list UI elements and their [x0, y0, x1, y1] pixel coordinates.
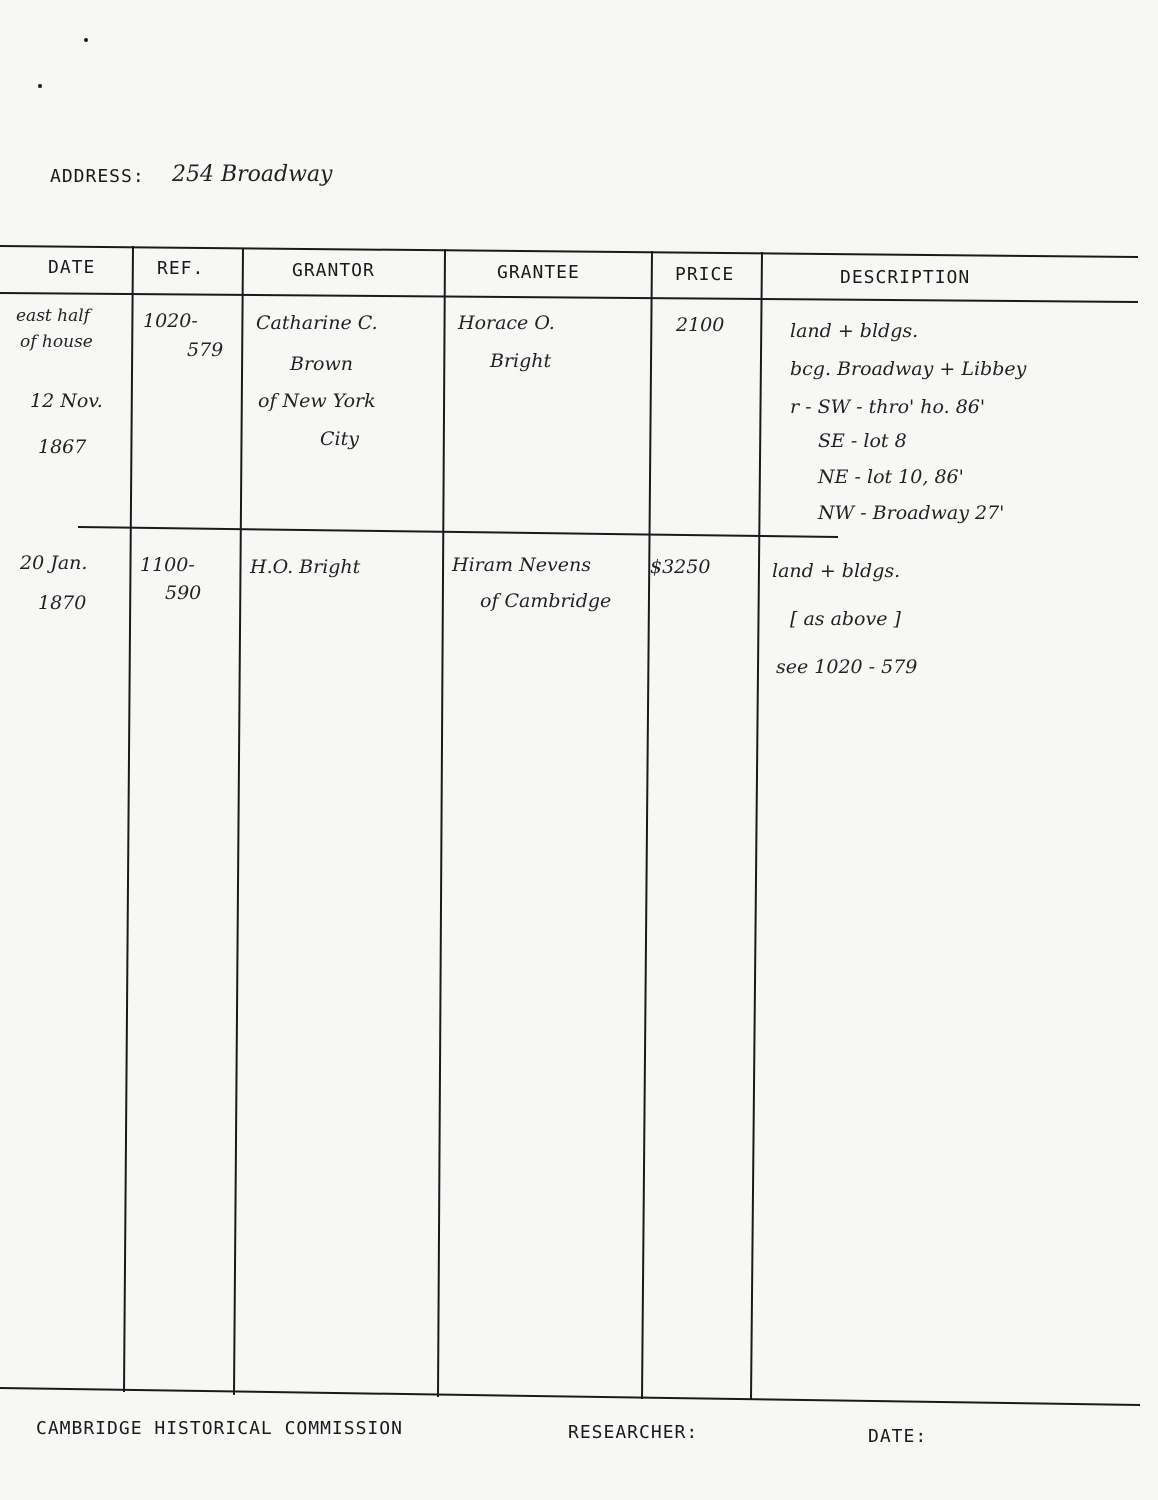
column-header-date: DATE	[48, 257, 96, 278]
entry-1-description-line-4: SE - lot 8	[818, 430, 907, 452]
entry-2-date-line-2: 1870	[38, 592, 87, 614]
address-label: ADDRESS:	[50, 166, 145, 187]
entry-1-description-line-3: r - SW - thro' ho. 86'	[790, 396, 986, 418]
entry-1-ref-line-2: 579	[187, 339, 224, 361]
entry-1-date-line-2: of house	[20, 332, 93, 352]
entry-2-description-line-1: land + bldgs.	[772, 560, 901, 582]
column-header-ref: REF.	[157, 258, 205, 279]
column-header-grantor: GRANTOR	[292, 260, 375, 281]
column-header-grantee: GRANTEE	[497, 262, 580, 283]
footer-commission: CAMBRIDGE HISTORICAL COMMISSION	[36, 1418, 403, 1439]
entry-1-description-line-6: NW - Broadway 27'	[818, 502, 1005, 524]
entry-2-grantee-line-1: Hiram Nevens	[452, 554, 591, 576]
address-value: 254 Broadway	[172, 162, 333, 187]
entry-1-grantee-line-2: Bright	[490, 350, 552, 372]
entry-1-price: 2100	[676, 314, 725, 336]
entry-2-description-line-3: see 1020 - 579	[776, 656, 918, 678]
entry-1-description-line-1: land + bldgs.	[790, 320, 919, 342]
entry-2-ref-line-2: 590	[165, 582, 202, 604]
entry-1-date-line-4: 1867	[38, 436, 87, 458]
entry-1-grantor-line-1: Catharine C.	[256, 312, 378, 334]
entry-1-ref-line-1: 1020-	[143, 310, 198, 332]
entry-1-description-line-2: bcg. Broadway + Libbey	[790, 358, 1027, 380]
entry-1-grantor-line-4: City	[320, 428, 359, 450]
entry-2-date-line-1: 20 Jan.	[20, 552, 88, 574]
entry-2-grantee-line-2: of Cambridge	[480, 590, 612, 612]
column-header-price: PRICE	[675, 264, 735, 285]
entry-2-price: $3250	[650, 556, 711, 578]
entry-2-ref-line-1: 1100-	[140, 554, 195, 576]
column-header-description: DESCRIPTION	[840, 267, 971, 288]
entry-2-description-line-2: [ as above ]	[790, 608, 901, 630]
entry-1-grantee-line-1: Horace O.	[458, 312, 555, 334]
footer-researcher-label: RESEARCHER:	[568, 1422, 699, 1443]
entry-1-description-line-5: NE - lot 10, 86'	[818, 466, 964, 488]
entry-1-grantor-line-3: of New York	[258, 390, 376, 412]
entry-1-grantor-line-2: Brown	[290, 353, 353, 375]
entry-1-date-line-3: 12 Nov.	[30, 390, 103, 412]
footer-date-label: DATE:	[868, 1426, 928, 1447]
entry-2-grantor-line-1: H.O. Bright	[250, 556, 361, 578]
entry-1-date-line-1: east half	[16, 306, 90, 326]
